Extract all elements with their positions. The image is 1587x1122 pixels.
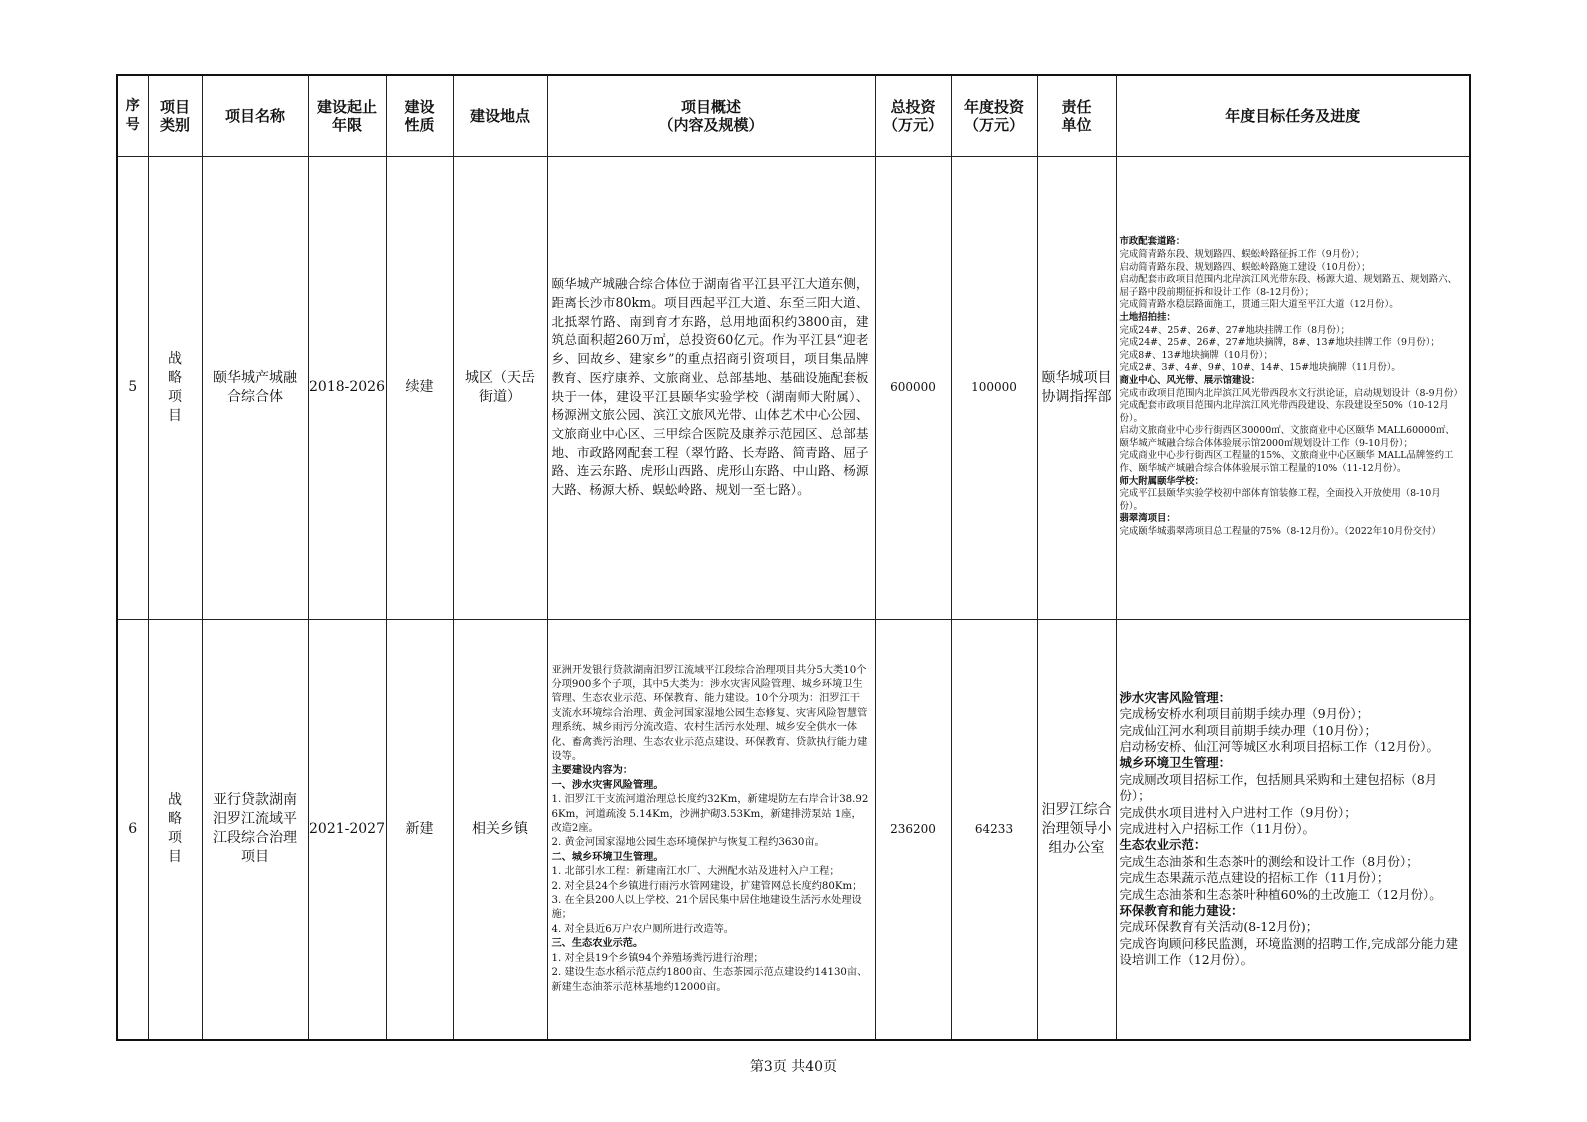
list-item: 启动简青路东段、规划路四、蜈蚣岭路施工建设（10月份）； [1119, 261, 1371, 273]
list-item: 完成颐华城翡翠湾项目总工程量的75%（8-12月份）。（2022年10月份交付） [1119, 526, 1441, 538]
overview-list [548, 664, 875, 995]
list-item: 1. 汨罗江干支流河道治理总长度约32Km，新建堤防左右岸合计38.926Km，河道疏浚 5.14Km，沙洲护砌3.53Km，新建排涝泵站 1座，改造2座。 [551, 794, 869, 835]
row-unit: 颐华城项目协调指挥部 [1037, 156, 1116, 619]
row-location: 城区（天岳街道） [453, 156, 547, 619]
section-heading: 城乡环境卫生管理： [1119, 755, 1232, 771]
list-item: 完成8#、13#地块摘牌（10月份）； [1119, 349, 1273, 361]
section-heading: 主要建设内容为： [551, 765, 633, 777]
row-overview [547, 619, 875, 1040]
list-item: 完成生态油茶和生态茶叶种植60%的土改施工（12月份）。 [1119, 886, 1442, 902]
row-period: 2018-2026 [308, 156, 386, 619]
header-overview-line2: （内容及规模） [658, 115, 764, 134]
list-item: 启动配套市政项目范围内北岸滨江风光带东段、杨源大道、规划路五、规划路六、屈子路中段前期征拆和设计工作（8-12月份）； [1119, 274, 1458, 298]
row-seq: 5 [117, 156, 148, 619]
header-annual-line2: （万元） [963, 115, 1024, 134]
list-item: 2. 建设生态水稻示范点约1800亩、生态茶园示范点建设约14130亩、新建生态油茶示范林基地约12000亩。 [551, 967, 868, 993]
list-item: 完成仙江河水利项目前期手续办理（10月份）； [1119, 722, 1377, 738]
header-unit: 责任单位 [1037, 75, 1116, 156]
list-item: 完成供水项目进村入户进村工作（9月份）； [1119, 804, 1357, 820]
row-nature: 新建 [386, 619, 453, 1040]
list-item: 完成配套市政项目范围内北岸滨江风光带西段建设、东段建设至50%（10-12月份）。 [1119, 400, 1449, 424]
section-heading: 涉水灾害风险管理： [1119, 689, 1232, 705]
header-seq: 序号 [117, 75, 148, 156]
list-item: 完成24#、25#、26#、27#地块摘牌，8#、13#地块挂牌工作（9月份）； [1119, 337, 1440, 349]
row-total-investment: 236200 [875, 619, 951, 1040]
row-location: 相关乡镇 [453, 619, 547, 1040]
progress-list [1117, 690, 1470, 969]
list-item: 亚洲开发银行贷款湖南汨罗江流域平江段综合治理项目共分5大类10个分项900多个子项，其中5大类为：涉水灾害风险管理、城乡环境卫生管理、生态农业示范、环保教育、能力建设。10个分项为：汨罗江干支流水环境综合治理、黄金河国家湿地公园生态修复、灾害风险智慧管理系统、城乡雨污分流改造、农村生活污水处理、城乡安全供水一体化、畜禽粪污治理、生态农业示范点建设、环保教育、贷款执行能力建设等。 [551, 664, 868, 763]
list-item: 1. 北部引水工程：新建南江水厂、大洲配水站及进村入户工程； [551, 866, 840, 878]
list-item: 完成简青路东段、规划路四、蜈蚣岭路征拆工作（9月份）； [1119, 248, 1365, 260]
row-seq: 6 [117, 619, 148, 1040]
row-annual-investment: 100000 [951, 156, 1037, 619]
row-nature: 续建 [386, 156, 453, 619]
header-category: 项目类别 [148, 75, 202, 156]
list-item: 2. 对全县24个乡镇进行雨污水管网建设，扩建管网总长度约80Km； [551, 880, 863, 892]
row-name: 颐华城产城融合综合体 [202, 156, 308, 619]
list-item: 完成生态油茶和生态茶叶的测绘和设计工作（8月份）； [1119, 853, 1419, 869]
row-name: 亚行贷款湖南汨罗江流域平江段综合治理项目 [202, 619, 308, 1040]
section-heading: 三、生态农业示范。 [551, 938, 644, 950]
header-overview-line1: 项目概述 [680, 97, 741, 116]
section-heading: 生态农业示范： [1119, 837, 1207, 853]
list-item: 完成商业中心步行街西区工程量的15%、文旅商业中心区颐华 MALL品牌签约工作、颐华城产城融合综合体体验展示馆工程量的10%（11-12月份）。 [1119, 450, 1454, 475]
section-heading: 一、涉水灾害风险管理。 [551, 779, 664, 791]
list-item: 完成市政项目范围内北岸滨江风光带西段水文行洪论证，启动规划设计（8-9月份） [1119, 387, 1463, 399]
section-heading: 环保教育和能力建设： [1119, 903, 1244, 919]
list-item: 完成简青路水稳层路面施工，贯通三阳大道至平江大道（12月份）。 [1119, 299, 1399, 311]
table-row [117, 156, 1470, 619]
section-heading: 二、城乡环境卫生管理。 [551, 851, 664, 863]
header-row [117, 75, 1470, 156]
list-item: 完成杨安桥水利项目前期手续办理（9月份）； [1119, 706, 1369, 722]
row-category: 战略项目 [148, 619, 202, 1040]
section-heading: 商业中心、风光带、展示馆建设： [1119, 374, 1261, 386]
row-progress [1116, 156, 1470, 619]
list-item: 完成环保教育有关活动(8-12月份)； [1119, 919, 1319, 935]
list-item: 完成平江县颐华实验学校初中部体育馆装修工程，全面投入开放使用（8-10月份）。 [1119, 488, 1441, 512]
list-item: 1. 对全县19个乡镇94个养殖场粪污进行治理； [551, 952, 764, 964]
list-item: 完成进村入户招标工作（11月份）。 [1119, 821, 1315, 837]
page-footer: 第3页 共40页 [749, 1059, 838, 1075]
section-heading: 师大附属颐华学校： [1119, 475, 1204, 487]
header-period: 建设起止年限 [308, 75, 386, 156]
header-total-line2: （万元） [882, 115, 943, 134]
list-item: 完成生态果蔬示范点建设的招标工作（11月份）； [1119, 870, 1390, 886]
list-item: 2. 黄金河国家湿地公园生态环境保护与恢复工程约3630亩。 [551, 837, 825, 849]
list-item: 完成24#、25#、26#、27#地块挂牌工作（8月份）； [1119, 324, 1350, 336]
header-nature: 建设性质 [386, 75, 453, 156]
header-annual-investment [951, 75, 1037, 156]
list-item: 4. 对全县近6万户农户厕所进行改造等。 [551, 923, 734, 935]
list-item: 完成厕改项目招标工作，包括厕具采购和土建包招标（8月份）； [1119, 771, 1438, 804]
section-heading: 翡翠湾项目： [1119, 513, 1176, 525]
row-category: 战略项目 [148, 156, 202, 619]
row-unit: 汨罗江综合治理领导小组办公室 [1037, 619, 1116, 1040]
section-heading: 土地招拍挂： [1119, 311, 1176, 323]
header-total-investment [875, 75, 951, 156]
header-progress: 年度目标任务及进度 [1116, 75, 1470, 156]
row-overview: 颐华城产城融合综合体位于湖南省平江县平江大道东侧，距离长沙市80km。项目西起平江大道、东至三阳大道、北抵翠竹路、南到育才东路，总用地面积约3800亩，建筑总面积超260万㎡，总投资60亿元。作为平江县“迎老乡、回故乡、建家乡”的重点招商引资项目，项目集品牌教育、医疗康养、文旅商业、总部基地、基础设施配套板块于一体，建设平江县颐华实验学校（湖南师大附属）、杨源洲文旅公园、滨江文旅风光带、山体艺术中心公园、文旅商业中心区、三甲综合医院及康养示范园区、总部基地、市政路网配套工程（翠竹路、长寿路、简青路、屈子路、连云东路、虎形山西路、虎形山东路、中山路、杨源大路、杨源大桥、蜈蚣岭路、规划一至七路）。 [547, 156, 875, 619]
list-item: 启动文旅商业中心步行街西区30000㎡、文旅商业中心区颐华 MALL60000㎡、颐华城产城融合综合体体验展示馆2000㎡规划设计工作（9-10月份）； [1119, 425, 1455, 449]
row-period: 2021-2027 [308, 619, 386, 1040]
header-overview [547, 75, 875, 156]
list-item: 3. 在全县200人以上学校、21个居民集中居住地建设生活污水处理设施； [551, 895, 862, 921]
row-total-investment: 600000 [875, 156, 951, 619]
row-annual-investment: 64233 [951, 619, 1037, 1040]
list-item: 启动杨安桥、仙江河等城区水利项目招标工作（12月份）。 [1119, 739, 1439, 755]
row-progress [1116, 619, 1470, 1040]
table-row [117, 619, 1470, 1040]
header-name: 项目名称 [202, 75, 308, 156]
header-location: 建设地点 [453, 75, 547, 156]
header-annual-line1: 年度投资 [963, 97, 1024, 116]
list-item: 完成2#、3#、4#、9#、10#、14#、15#地块摘牌（11月份）。 [1119, 362, 1401, 374]
section-heading: 市政配套道路： [1119, 236, 1186, 248]
list-item: 完成咨询顾问移民监测，环境监测的招聘工作,完成部分能力建设培训工作（12月份）。 [1119, 935, 1458, 968]
project-table [116, 74, 1471, 1041]
progress-list [1117, 236, 1470, 538]
header-total-line1: 总投资 [890, 97, 936, 116]
